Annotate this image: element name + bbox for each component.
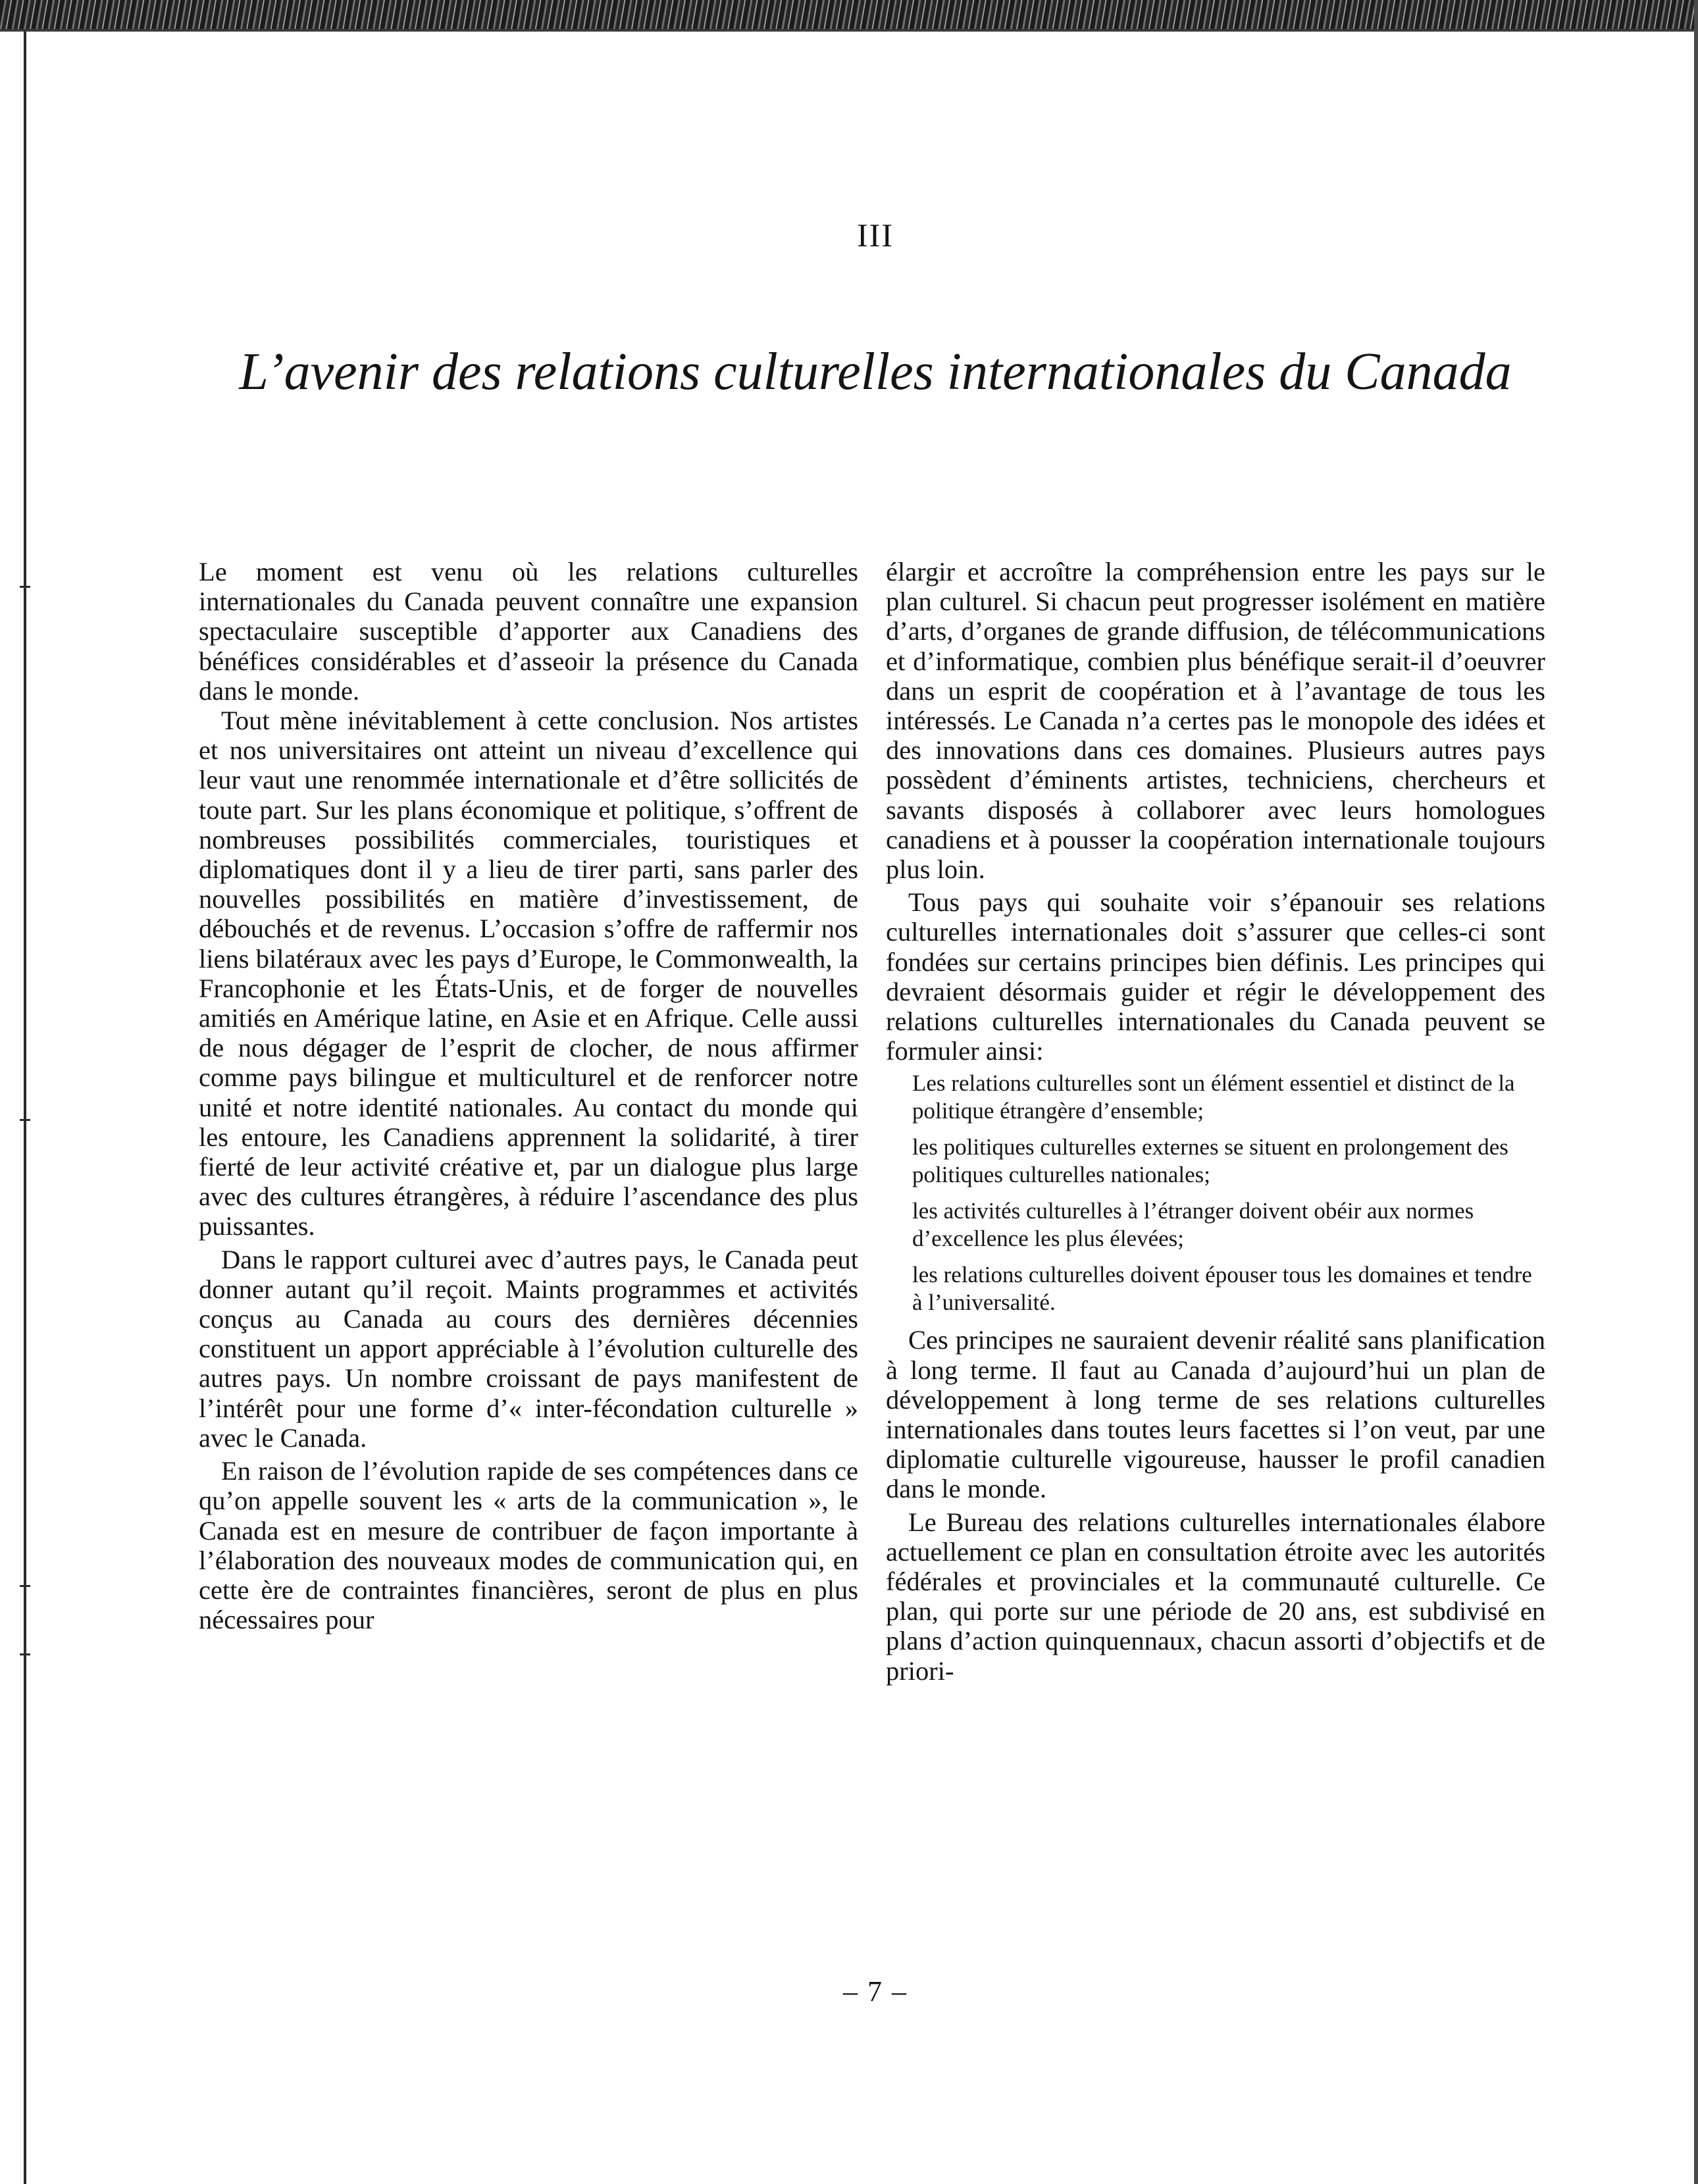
binding-tick: [20, 1585, 30, 1587]
chapter-number: III: [857, 217, 894, 253]
scan-right-border: [1694, 0, 1698, 2184]
principle-item: les activités culturelles à l’étranger doivent obéir aux normes d’excellence les plus élevées;: [912, 1198, 1474, 1252]
page-number: – 7 –: [843, 1975, 908, 2008]
binding-tick: [20, 1119, 30, 1121]
paragraph: En raison de l’évolution rapide de ses compétences dans ce qu’on appelle souvent les « arts de la communication », le Canada est en mesure de contribuer de façon importante à l’élaboration des nouveaux modes de communication qui, en cette ère de contraintes financières, seront de plus en plus nécessaires pour: [199, 1456, 858, 1635]
principle-item: les politiques culturelles externes se situent en prolongement des politiques culturelles nationales;: [912, 1134, 1508, 1188]
left-column: [199, 557, 858, 1634]
scan-top-edge: [0, 29, 1698, 32]
principle-item: les relations culturelles doivent épouser tous les domaines et tendre à l’universalité.: [912, 1262, 1532, 1316]
binding-tick: [20, 586, 30, 588]
paragraph: Le Bureau des relations culturelles internationales élabore actuellement ce plan en consultation étroite avec les autorités fédérales et provinciales et la communauté culturelle. Ce plan, qui porte sur une période de 20 ans, est subdivisé en plans d’action quinquennaux, chacun assorti d’objectifs et de priori-: [886, 1507, 1545, 1686]
paragraph: Le moment est venu où les relations culturelles internationales du Canada peuvent connaître une expansion spectaculaire susceptible d’apporter aux Canadiens des bénéfices considérables et d’asseoir la présence du Canada dans le monde.: [199, 557, 858, 706]
scan-top-border: [0, 0, 1698, 29]
paragraph: Tout mène inévitablement à cette conclusion. Nos artistes et nos universitaires ont atteint un niveau d’excellence qui leur vaut une renommée internationale et d’être sollicités de toute part. Sur les plans économique et politique, s’offrent de nombreuses possibilités commerciales, touristiques et diplomatiques dont il y a lieu de tirer parti, sans parler des nouvelles possibilités en matière d’investissement, de débouchés et de revenus. L’occasion s’offre de raffermir nos liens bilatéraux avec les pays d’Europe, le Commonwealth, la Francophonie et les États-Unis, et de forger de nouvelles amitiés en Amérique latine, en Asie et en Afrique. Celle aussi de nous dégager de l’esprit de clocher, de nous affirmer comme pays bilingue et multiculturel et de renforcer notre unité et notre identité nationales. Au contact du monde qui les entoure, les Canadiens apprennent la solidarité, à tirer fierté de leur activité créative et, par un dialogue plus large avec des cultures étrangères, à réduire l’ascendance des plus puissantes.: [199, 706, 858, 1241]
principle-item: Les relations culturelles sont un élément essentiel et distinct de la politique étrangère d’ensemble;: [912, 1070, 1515, 1124]
binding-tick: [20, 1653, 30, 1655]
paragraph: élargir et accroître la compréhension entre les pays sur le plan culturel. Si chacun peut progresser isolément en matière d’arts, d’organes de grande diffusion, de télécommunications et d’informatique, combien plus bénéfique serait-il d’oeuvrer dans un esprit de coopération et à l’avantage de tous les intéressés. Le Canada n’a certes pas le monopole des idées et des innovations dans ces domaines. Plusieurs autres pays possèdent d’éminents artistes, techniciens, chercheurs et savants disposés à collaborer avec leurs homologues canadiens et à pousser la coopération internationale toujours plus loin.: [886, 557, 1545, 885]
right-column: [886, 557, 1545, 1686]
paragraph: Dans le rapport culturei avec d’autres pays, le Canada peut donner autant qu’il reçoit. Maints programmes et activités conçus au Canada au cours des dernières décennies constituent un apport appréciable à l’évolution culturelle des autres pays. Un nombre croissant de pays manifestent de l’intérêt pour une forme d’« inter-fécondation culturelle » avec le Canada.: [199, 1244, 858, 1453]
principles-list: [912, 1070, 1545, 1316]
paragraph: Tous pays qui souhaite voir s’épanouir ses relations culturelles internationales doit s’assurer que celles-ci sont fondées sur certains principes bien définis. Les principes qui devraient désormais guider et régir le développement des relations culturelles internationales du Canada peuvent se formuler ainsi:: [886, 887, 1545, 1066]
paragraph: Ces principes ne sauraient devenir réalité sans planification à long terme. Il faut au Canada d’aujourd’hui un plan de développement à long terme de ses relations culturelles internationales dans toutes leurs facettes si l’on veut, par une diplomatie culturelle vigoureuse, hausser le profil canadien dans le monde.: [886, 1325, 1545, 1504]
page-title: L’avenir des relations culturelles internationales du Canada: [239, 343, 1512, 401]
